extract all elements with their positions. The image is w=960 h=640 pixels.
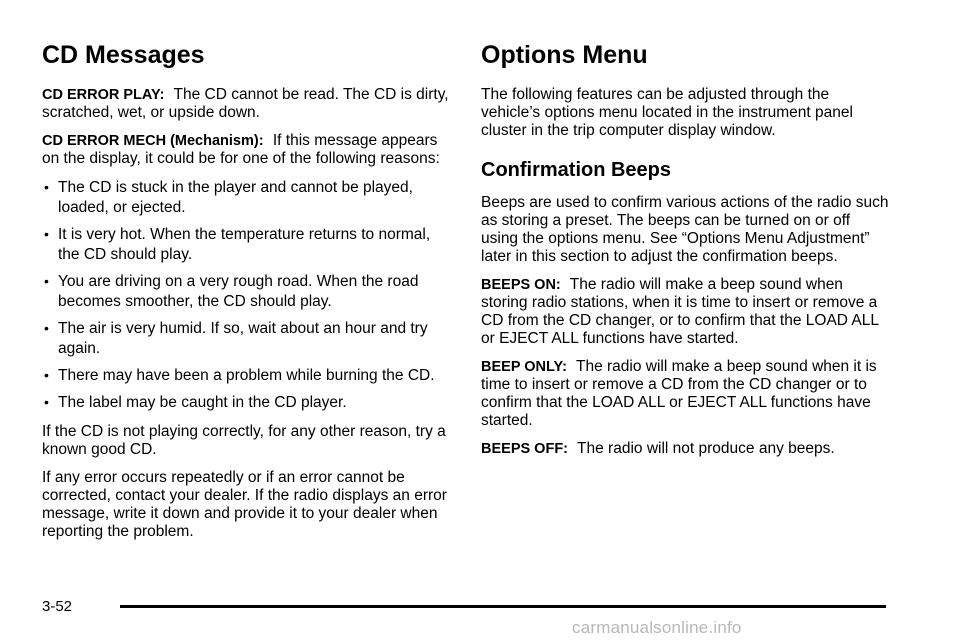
cd-error-play-paragraph xyxy=(42,86,452,122)
beeps-on-term: BEEPS ON: xyxy=(481,277,561,293)
beeps-off-term: BEEPS OFF: xyxy=(481,441,569,457)
bullet-icon: • xyxy=(44,320,49,336)
list-item-text: The label may be caught in the CD player. xyxy=(58,394,347,411)
bullet-icon: • xyxy=(44,226,49,242)
cd-error-mech-text: If this message appears on the display, it could be for one of the following reasons: xyxy=(42,132,440,167)
cd-error-mech-paragraph xyxy=(42,132,452,168)
error-repeat-paragraph: If any error occurs repeatedly or if an error cannot be corrected, contact your dealer. If the radio displays an error message, write it down and provide it to your dealer when reporting the problem. xyxy=(42,469,447,540)
cd-error-mech-term: CD ERROR MECH (Mechanism): xyxy=(42,133,264,149)
list-item xyxy=(42,272,452,312)
beeps-on-paragraph xyxy=(481,276,891,348)
beeps-on-text: The radio will make a beep sound when storing radio stations, when it is time to insert or remove a CD from the CD changer, or to confirm that the LOAD ALL or EJECT ALL functions have started. xyxy=(481,276,879,347)
list-item-text: There may have been a problem while burning the CD. xyxy=(58,367,435,384)
bullet-icon: • xyxy=(44,273,49,289)
section-title-cd-messages: CD Messages xyxy=(42,41,205,69)
list-item-text: It is very hot. When the temperature returns to normal, the CD should play. xyxy=(58,226,431,263)
list-item-text: The CD is stuck in the player and cannot be played, loaded, or ejected. xyxy=(58,179,413,216)
left-column xyxy=(42,40,452,551)
beep-only-term: BEEP ONLY: xyxy=(481,359,567,375)
list-item-text: You are driving on a very rough road. When the road becomes smoother, the CD should play. xyxy=(58,273,419,310)
cd-error-play-text: The CD cannot be read. The CD is dirty, scratched, wet, or upside down. xyxy=(42,86,449,121)
list-item xyxy=(42,225,452,265)
reasons-list xyxy=(42,178,452,413)
other-reason-paragraph: If the CD is not playing correctly, for any other reason, try a known good CD. xyxy=(42,423,446,458)
subsection-title-confirmation-beeps: Confirmation Beeps xyxy=(481,159,672,181)
list-item xyxy=(42,178,452,218)
cd-error-play-term: CD ERROR PLAY: xyxy=(42,87,165,103)
list-item xyxy=(42,319,452,359)
list-item xyxy=(42,393,452,413)
page-number: 3-52 xyxy=(42,598,73,615)
beeps-off-text: The radio will not produce any beeps. xyxy=(577,440,835,457)
bullet-icon: • xyxy=(44,367,49,383)
list-item-text: The air is very humid. If so, wait about an hour and try again. xyxy=(58,320,428,357)
section-title-options-menu: Options Menu xyxy=(481,41,648,69)
bullet-icon: • xyxy=(44,179,49,195)
beeps-intro-paragraph: Beeps are used to confirm various actions of the radio such as storing a preset. The beeps can be turned on or off using the options menu. See “Options Menu Adjustment” later in this section to adjust the confirmation beeps. xyxy=(481,194,889,265)
watermark: carmanualsonline.info xyxy=(572,618,742,637)
beep-only-paragraph xyxy=(481,358,891,430)
beep-only-text: The radio will make a beep sound when it is time to insert or remove a CD from the CD changer or to confirm that the LOAD ALL or EJECT ALL functions have started. xyxy=(481,358,877,429)
right-column xyxy=(481,40,891,468)
footer-divider xyxy=(120,605,886,608)
bullet-icon: • xyxy=(44,394,49,410)
list-item xyxy=(42,366,452,386)
beeps-off-paragraph xyxy=(481,440,891,458)
options-intro-paragraph: The following features can be adjusted through the vehicle’s options menu located in the instrument panel cluster in the trip computer display window. xyxy=(481,86,853,139)
